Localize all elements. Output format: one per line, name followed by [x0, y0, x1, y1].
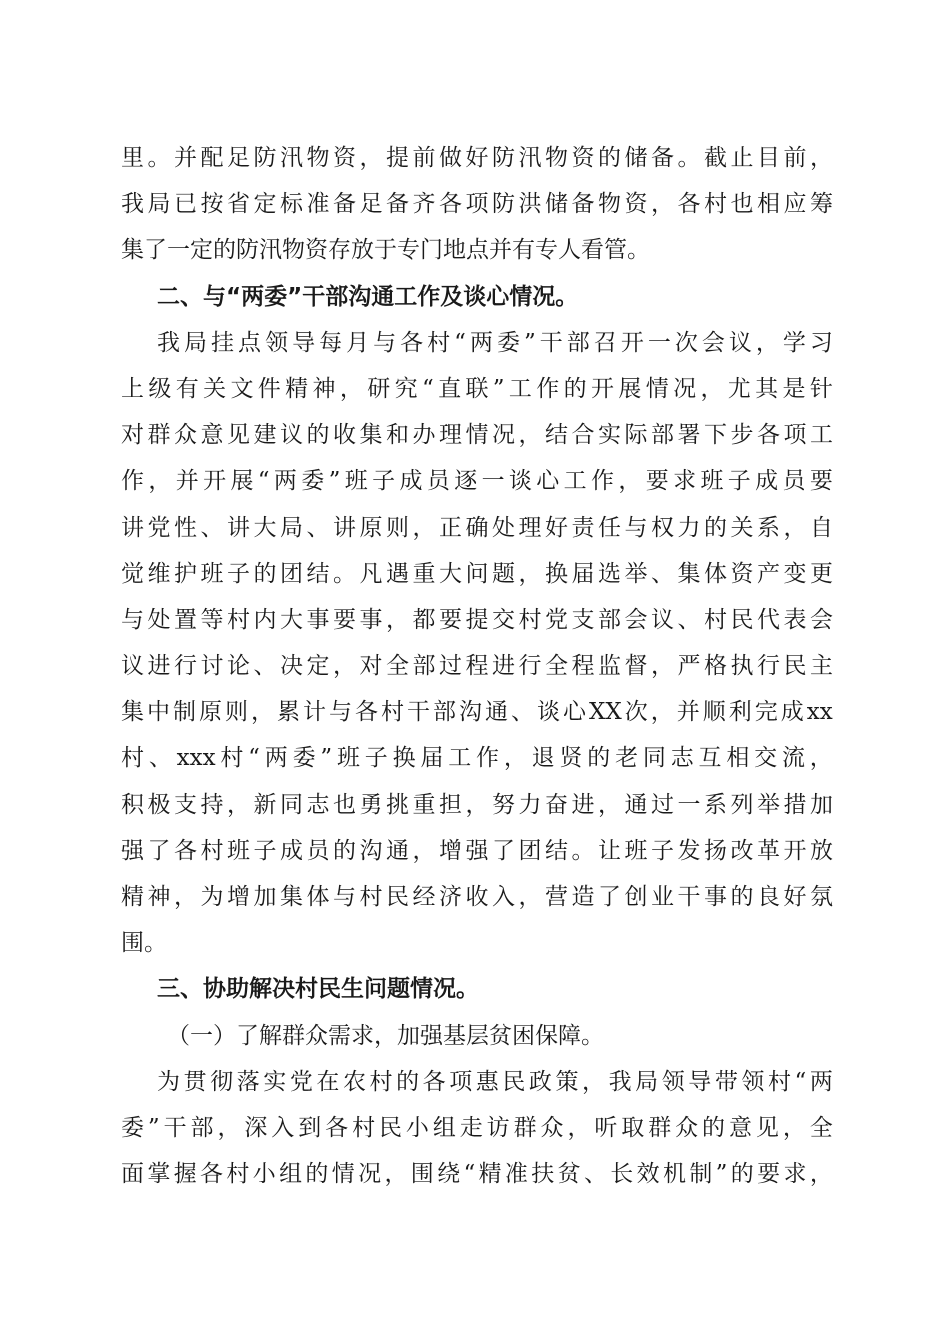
paragraph-line: 议 进 行 讨 论 、 决 定 ， 对 全 部 过 程 进 行 全 程 监 督 ， 严 格 执 行 民 主 — [121, 653, 833, 680]
section-heading-2: 二、与“两委”干部沟通工作及谈心情况。 — [157, 283, 579, 310]
paragraph-line: 为 贯 彻 落 实 党 在 农 村 的 各 项 惠 民 政 策 ， 我 局 领 导 带 领 村 “ 两 — [157, 1068, 833, 1095]
paragraph-line: 我 局 已 按 省 定 标 准 备 足 备 齐 各 项 防 洪 储 备 物 资 ， 各 村 也 相 应 筹 — [121, 191, 833, 218]
paragraph-line: 我 局 挂 点 领 导 每 月 与 各 村 “ 两 委 ” 干 部 召 开 一 次 会 议 ， 学 习 — [157, 329, 833, 356]
paragraph-line: 与 处 置 等 村 内 大 事 要 事 ， 都 要 提 交 村 党 支 部 会 议 、 村 民 代 表 会 — [121, 606, 833, 633]
paragraph-line: 对 群 众 意 见 建 议 的 收 集 和 办 理 情 况 ， 结 合 实 际 部 署 下 步 各 项 工 — [121, 422, 833, 449]
paragraph-line: 委 ” 干 部 ， 深 入 到 各 村 民 小 组 走 访 群 众 ， 听 取 群 众 的 意 见 ， 全 — [121, 1114, 833, 1141]
paragraph-line: 围。 — [121, 930, 167, 957]
paragraph-line: 积 极 支 持 ， 新 同 志 也 勇 挑 重 担 ， 努 力 奋 进 ， 通 过 一 系 列 举 措 加 — [121, 791, 833, 818]
paragraph-line: 村 、 xxx 村 “ 两 委 ” 班 子 换 届 工 作 ， 退 贤 的 老 同 志 互 相 交 流 ， — [121, 745, 833, 772]
paragraph-line: 强 了 各 村 班 子 成 员 的 沟 通 ， 增 强 了 团 结 。 让 班 子 发 扬 改 革 开 放 — [121, 837, 833, 864]
paragraph-line: 里 。 并 配 足 防 汛 物 资 ， 提 前 做 好 防 汛 物 资 的 储 备 。 截 止 目 前 ， — [121, 145, 833, 171]
paragraph-line: 觉 维 护 班 子 的 团 结 。 凡 遇 重 大 问 题 ， 换 届 选 举 、 集 体 资 产 变 更 — [121, 560, 833, 587]
paragraph-line: 集了一定的防汛物资存放于专门地点并有专人看管。 — [121, 237, 650, 264]
paragraph-line: 作 ， 并 开 展 “ 两 委 ” 班 子 成 员 逐 一 谈 心 工 作 ， 要 求 班 子 成 员 要 — [121, 468, 833, 495]
paragraph-line: 精 神 ， 为 增 加 集 体 与 村 民 经 济 收 入 ， 营 造 了 创 业 干 事 的 良 好 氛 — [121, 884, 833, 910]
paragraph-line: 集 中 制 原 则 ， 累 计 与 各 村 干 部 沟 通 、 谈 心 XX 次 ， 并 顺 利 完 成 xx — [121, 699, 833, 726]
paragraph-line: 讲 党 性 、 讲 大 局 、 讲 原 则 ， 正 确 处 理 好 责 任 与 权 力 的 关 系 ， 自 — [121, 514, 833, 541]
subsection-heading-1: （一）了解群众需求，加强基层贫困保障。 — [167, 1022, 604, 1049]
paragraph-line: 上 级 有 关 文 件 精 神 ， 研 究 “ 直 联 ” 工 作 的 开 展 情 况 ， 尤 其 是 针 — [121, 375, 833, 402]
document-body — [121, 135, 833, 1197]
section-heading-3: 三、协助解决村民生问题情况。 — [157, 976, 479, 1003]
paragraph-line: 面 掌 握 各 村 小 组 的 情 况 ， 围 绕 “ 精 准 扶 贫 、 长 效 机 制 ” 的 要 求 ， — [121, 1161, 833, 1188]
